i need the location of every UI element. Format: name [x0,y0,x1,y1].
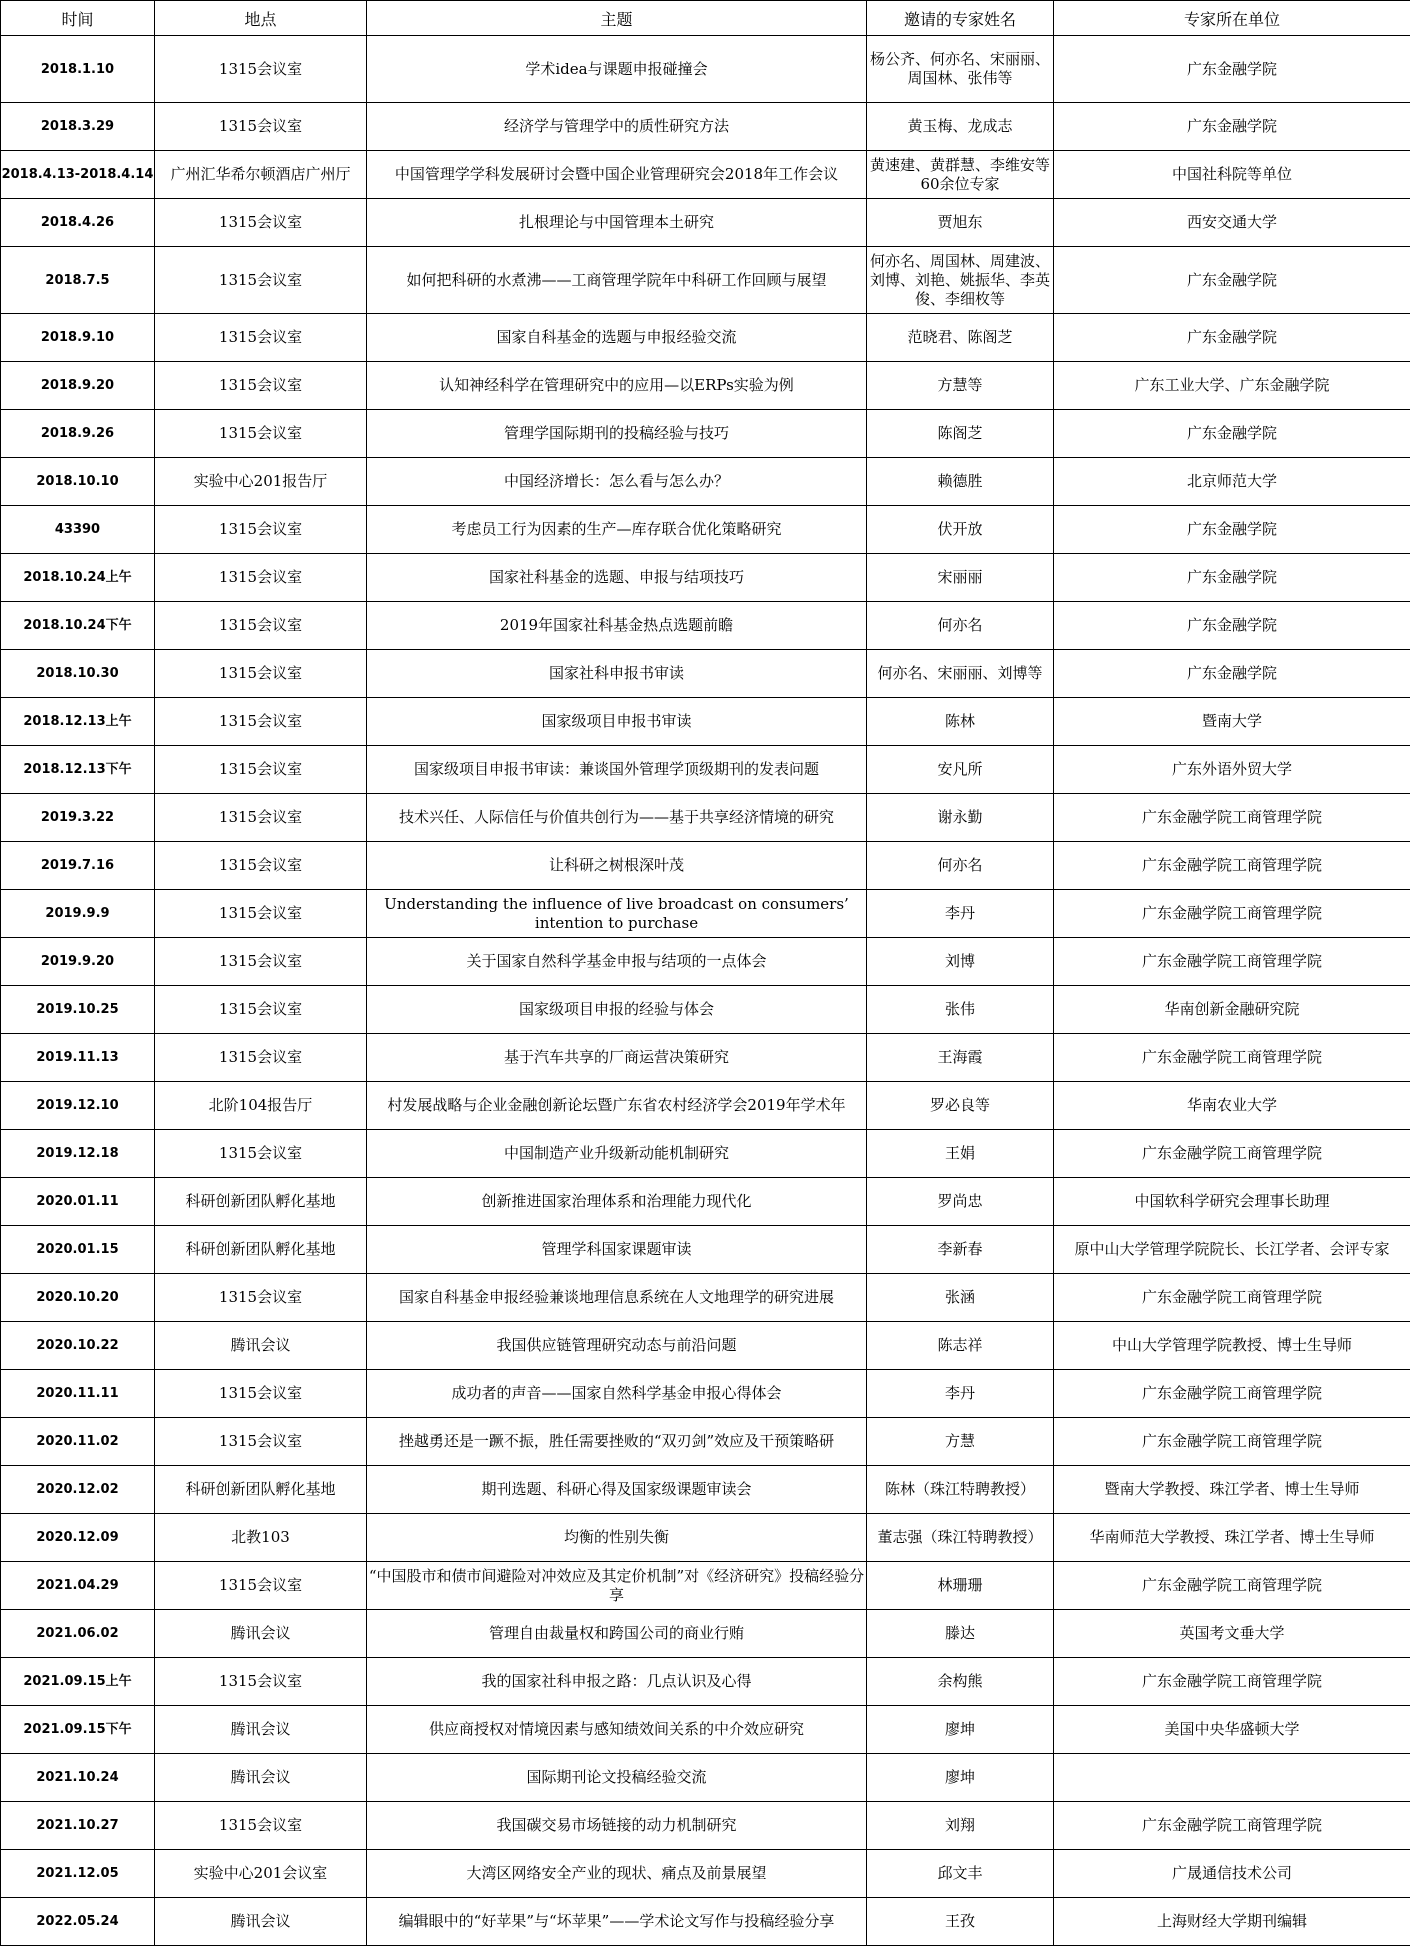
table-row [1,1322,1410,1370]
cell-place: 实验中心201会议室 [155,1850,367,1898]
cell-date: 2019.3.22 [1,794,155,842]
cell-date: 2018.10.30 [1,650,155,698]
cell-expert: 伏开放 [867,506,1054,554]
cell-expert: 邱文丰 [867,1850,1054,1898]
cell-unit: 广东金融学院工商管理学院 [1054,890,1410,938]
table-row [1,650,1410,698]
cell-date: 2019.7.16 [1,842,155,890]
cell-place: 1315会议室 [155,1274,367,1322]
cell-date: 2018.9.20 [1,362,155,410]
cell-unit: 中国社科院等单位 [1054,151,1410,199]
cell-topic: 国际期刊论文投稿经验交流 [367,1754,867,1802]
table-row [1,1610,1410,1658]
cell-topic: 村发展战略与企业金融创新论坛暨广东省农村经济学会2019年学术年 [367,1082,867,1130]
cell-place: 1315会议室 [155,1802,367,1850]
cell-expert: 李新春 [867,1226,1054,1274]
cell-place: 1315会议室 [155,938,367,986]
cell-unit: 广东金融学院 [1054,410,1410,458]
cell-unit: 暨南大学教授、珠江学者、博士生导师 [1054,1466,1410,1514]
cell-place: 1315会议室 [155,746,367,794]
cell-place: 北阶104报告厅 [155,1082,367,1130]
cell-date: 2018.12.13上午 [1,698,155,746]
cell-unit: 原中山大学管理学院院长、长江学者、会评专家 [1054,1226,1410,1274]
table-row [1,362,1410,410]
cell-topic: 中国制造产业升级新动能机制研究 [367,1130,867,1178]
cell-expert: 罗尚忠 [867,1178,1054,1226]
cell-place: 北教103 [155,1514,367,1562]
cell-date: 2018.10.24上午 [1,554,155,602]
cell-topic: 国家自科基金申报经验兼谈地理信息系统在人文地理学的研究进展 [367,1274,867,1322]
cell-expert: 滕达 [867,1610,1054,1658]
table-row [1,1274,1410,1322]
table-row [1,698,1410,746]
cell-date: 2018.10.10 [1,458,155,506]
cell-expert: 方慧等 [867,362,1054,410]
cell-date: 2020.01.15 [1,1226,155,1274]
cell-place: 1315会议室 [155,1370,367,1418]
header-date: 时间 [1,1,155,36]
table-row [1,1130,1410,1178]
cell-place: 科研创新团队孵化基地 [155,1178,367,1226]
cell-place: 1315会议室 [155,986,367,1034]
cell-place: 1315会议室 [155,247,367,314]
cell-topic: 经济学与管理学中的质性研究方法 [367,103,867,151]
cell-unit: 广东金融学院 [1054,103,1410,151]
cell-date: 2021.12.05 [1,1850,155,1898]
cell-topic: 中国经济增长：怎么看与怎么办？ [367,458,867,506]
cell-expert: 林珊珊 [867,1562,1054,1610]
cell-expert: 何亦名、宋丽丽、刘博等 [867,650,1054,698]
cell-unit [1054,1754,1410,1802]
cell-expert: 李丹 [867,1370,1054,1418]
cell-expert: 董志强（珠江特聘教授） [867,1514,1054,1562]
cell-topic: 认知神经科学在管理研究中的应用—以ERPs实验为例 [367,362,867,410]
table-body [1,36,1410,1946]
cell-date: 2021.09.15下午 [1,1706,155,1754]
cell-place: 1315会议室 [155,506,367,554]
cell-topic: Understanding the influence of live broadcast on consumers’ intention to purchase [367,890,867,938]
cell-topic: 国家社科申报书审读 [367,650,867,698]
cell-place: 1315会议室 [155,554,367,602]
cell-place: 1315会议室 [155,314,367,362]
cell-unit: 广东金融学院工商管理学院 [1054,938,1410,986]
cell-topic: 均衡的性别失衡 [367,1514,867,1562]
cell-topic: 2019年国家社科基金热点选题前瞻 [367,602,867,650]
cell-date: 2020.10.20 [1,1274,155,1322]
cell-topic: 挫越勇还是一蹶不振，胜任需要挫败的“双刃剑”效应及干预策略研 [367,1418,867,1466]
cell-date: 2021.10.27 [1,1802,155,1850]
cell-topic: 管理自由裁量权和跨国公司的商业行贿 [367,1610,867,1658]
header-unit: 专家所在单位 [1054,1,1410,36]
cell-unit: 广东金融学院工商管理学院 [1054,1034,1410,1082]
cell-date: 2021.09.15上午 [1,1658,155,1706]
cell-place: 1315会议室 [155,410,367,458]
cell-place: 腾讯会议 [155,1754,367,1802]
header-row [1,1,1410,36]
cell-unit: 广东金融学院 [1054,554,1410,602]
cell-unit: 暨南大学 [1054,698,1410,746]
cell-unit: 华南师范大学教授、珠江学者、博士生导师 [1054,1514,1410,1562]
cell-unit: 广东金融学院工商管理学院 [1054,794,1410,842]
cell-place: 1315会议室 [155,602,367,650]
table-row [1,1514,1410,1562]
cell-unit: 中山大学管理学院教授、博士生导师 [1054,1322,1410,1370]
cell-place: 科研创新团队孵化基地 [155,1466,367,1514]
cell-date: 2019.12.18 [1,1130,155,1178]
cell-topic: 考虑员工行为因素的生产—库存联合优化策略研究 [367,506,867,554]
table-row [1,314,1410,362]
cell-place: 腾讯会议 [155,1898,367,1946]
cell-topic: 创新推进国家治理体系和治理能力现代化 [367,1178,867,1226]
cell-date: 2020.12.09 [1,1514,155,1562]
cell-topic: 期刊选题、科研心得及国家级课题审读会 [367,1466,867,1514]
cell-date: 2018.9.10 [1,314,155,362]
cell-place: 1315会议室 [155,1658,367,1706]
table-row [1,1418,1410,1466]
cell-unit: 广东金融学院工商管理学院 [1054,1658,1410,1706]
cell-unit: 西安交通大学 [1054,199,1410,247]
cell-topic: 编辑眼中的“好苹果”与“坏苹果”——学术论文写作与投稿经验分享 [367,1898,867,1946]
cell-expert: 何亦名 [867,602,1054,650]
cell-topic: 国家级项目申报书审读 [367,698,867,746]
cell-unit: 英国考文垂大学 [1054,1610,1410,1658]
cell-topic: 扎根理论与中国管理本土研究 [367,199,867,247]
cell-unit: 华南创新金融研究院 [1054,986,1410,1034]
cell-place: 1315会议室 [155,1562,367,1610]
cell-unit: 广东金融学院工商管理学院 [1054,1274,1410,1322]
cell-topic: 国家社科基金的选题、申报与结项技巧 [367,554,867,602]
cell-topic: 学术idea与课题申报碰撞会 [367,36,867,103]
cell-expert: 张伟 [867,986,1054,1034]
cell-unit: 上海财经大学期刊编辑 [1054,1898,1410,1946]
table-row [1,554,1410,602]
cell-place: 实验中心201报告厅 [155,458,367,506]
table-row [1,506,1410,554]
cell-topic: 我的国家社科申报之路：几点认识及心得 [367,1658,867,1706]
cell-date: 43390 [1,506,155,554]
table-row [1,1802,1410,1850]
cell-unit: 广东金融学院 [1054,506,1410,554]
cell-topic: 大湾区网络安全产业的现状、痛点及前景展望 [367,1850,867,1898]
header-topic: 主题 [367,1,867,36]
cell-unit: 广东金融学院 [1054,247,1410,314]
cell-expert: 黄玉梅、龙成志 [867,103,1054,151]
cell-date: 2018.4.13-2018.4.14 [1,151,155,199]
table-row [1,1226,1410,1274]
cell-unit: 广东金融学院工商管理学院 [1054,1562,1410,1610]
table-row [1,1898,1410,1946]
cell-topic: 我国碳交易市场链接的动力机制研究 [367,1802,867,1850]
cell-unit: 广晟通信技术公司 [1054,1850,1410,1898]
cell-place: 1315会议室 [155,1418,367,1466]
cell-expert: 王海霞 [867,1034,1054,1082]
cell-place: 1315会议室 [155,890,367,938]
cell-unit: 美国中央华盛顿大学 [1054,1706,1410,1754]
table-row [1,1562,1410,1610]
cell-unit: 广东金融学院工商管理学院 [1054,1418,1410,1466]
table-row [1,1082,1410,1130]
table-row [1,1034,1410,1082]
table-row [1,794,1410,842]
cell-date: 2022.05.24 [1,1898,155,1946]
cell-place: 腾讯会议 [155,1610,367,1658]
cell-topic: 中国管理学学科发展研讨会暨中国企业管理研究会2018年工作会议 [367,151,867,199]
cell-date: 2018.7.5 [1,247,155,314]
cell-unit: 广东金融学院 [1054,314,1410,362]
table-row [1,986,1410,1034]
cell-expert: 张涵 [867,1274,1054,1322]
cell-expert: 王娟 [867,1130,1054,1178]
cell-date: 2020.11.11 [1,1370,155,1418]
cell-unit: 广东金融学院 [1054,650,1410,698]
cell-place: 1315会议室 [155,36,367,103]
cell-date: 2018.10.24下午 [1,602,155,650]
cell-date: 2020.11.02 [1,1418,155,1466]
cell-unit: 广东金融学院 [1054,36,1410,103]
cell-place: 广州汇华希尔顿酒店广州厅 [155,151,367,199]
cell-place: 1315会议室 [155,650,367,698]
cell-expert: 赖德胜 [867,458,1054,506]
table-row [1,458,1410,506]
cell-expert: 谢永勤 [867,794,1054,842]
cell-date: 2018.4.26 [1,199,155,247]
cell-expert: 范晓君、陈阁芝 [867,314,1054,362]
cell-place: 1315会议室 [155,842,367,890]
table-row [1,103,1410,151]
cell-topic: 供应商授权对情境因素与感知绩效间关系的中介效应研究 [367,1706,867,1754]
cell-date: 2020.12.02 [1,1466,155,1514]
cell-expert: 廖坤 [867,1754,1054,1802]
cell-unit: 广东金融学院工商管理学院 [1054,1802,1410,1850]
cell-expert: 廖坤 [867,1706,1054,1754]
cell-expert: 何亦名 [867,842,1054,890]
table-row [1,199,1410,247]
cell-expert: 刘翔 [867,1802,1054,1850]
cell-expert: 宋丽丽 [867,554,1054,602]
cell-date: 2020.10.22 [1,1322,155,1370]
cell-expert: 陈林 [867,698,1054,746]
cell-place: 科研创新团队孵化基地 [155,1226,367,1274]
header-expert: 邀请的专家姓名 [867,1,1054,36]
table-row [1,1370,1410,1418]
table-row [1,842,1410,890]
cell-expert: 罗必良等 [867,1082,1054,1130]
table-row [1,1178,1410,1226]
cell-date: 2019.9.9 [1,890,155,938]
cell-topic: 我国供应链管理研究动态与前沿问题 [367,1322,867,1370]
header-place: 地点 [155,1,367,36]
cell-date: 2018.3.29 [1,103,155,151]
cell-topic: 关于国家自然科学基金申报与结项的一点体会 [367,938,867,986]
cell-place: 1315会议室 [155,1034,367,1082]
cell-expert: 贾旭东 [867,199,1054,247]
cell-date: 2018.1.10 [1,36,155,103]
cell-date: 2021.06.02 [1,1610,155,1658]
cell-unit: 华南农业大学 [1054,1082,1410,1130]
cell-topic: “中国股市和债市间避险对冲效应及其定价机制”对《经济研究》投稿经验分享 [367,1562,867,1610]
cell-expert: 何亦名、周国林、周建波、刘博、刘艳、姚振华、李英俊、李细枚等 [867,247,1054,314]
cell-unit: 广东金融学院工商管理学院 [1054,842,1410,890]
table-row [1,602,1410,650]
cell-date: 2021.04.29 [1,1562,155,1610]
cell-date: 2021.10.24 [1,1754,155,1802]
cell-place: 1315会议室 [155,199,367,247]
table-row [1,1466,1410,1514]
cell-unit: 北京师范大学 [1054,458,1410,506]
cell-unit: 广东外语外贸大学 [1054,746,1410,794]
table-row [1,1850,1410,1898]
cell-topic: 国家级项目申报书审读：兼谈国外管理学顶级期刊的发表问题 [367,746,867,794]
cell-date: 2019.9.20 [1,938,155,986]
cell-place: 1315会议室 [155,362,367,410]
table-row [1,1706,1410,1754]
cell-unit: 广东金融学院工商管理学院 [1054,1370,1410,1418]
table-row [1,1658,1410,1706]
cell-topic: 基于汽车共享的厂商运营决策研究 [367,1034,867,1082]
table-row [1,1754,1410,1802]
table-row [1,746,1410,794]
cell-date: 2018.9.26 [1,410,155,458]
cell-expert: 安凡所 [867,746,1054,794]
cell-place: 1315会议室 [155,794,367,842]
cell-topic: 管理学科国家课题审读 [367,1226,867,1274]
table-row [1,247,1410,314]
cell-expert: 王孜 [867,1898,1054,1946]
cell-unit: 广东金融学院 [1054,602,1410,650]
cell-expert: 刘博 [867,938,1054,986]
cell-expert: 余构熊 [867,1658,1054,1706]
cell-topic: 国家自科基金的选题与申报经验交流 [367,314,867,362]
table-row [1,938,1410,986]
cell-topic: 如何把科研的水煮沸——工商管理学院年中科研工作回顾与展望 [367,247,867,314]
cell-date: 2018.12.13下午 [1,746,155,794]
cell-place: 1315会议室 [155,1130,367,1178]
cell-unit: 广东工业大学、广东金融学院 [1054,362,1410,410]
cell-topic: 让科研之树根深叶茂 [367,842,867,890]
cell-topic: 国家级项目申报的经验与体会 [367,986,867,1034]
cell-expert: 陈志祥 [867,1322,1054,1370]
cell-place: 1315会议室 [155,103,367,151]
cell-date: 2019.12.10 [1,1082,155,1130]
cell-place: 腾讯会议 [155,1322,367,1370]
table-row [1,151,1410,199]
cell-date: 2020.01.11 [1,1178,155,1226]
cell-expert: 陈林（珠江特聘教授） [867,1466,1054,1514]
cell-date: 2019.11.13 [1,1034,155,1082]
table-row [1,890,1410,938]
cell-place: 腾讯会议 [155,1706,367,1754]
cell-expert: 陈阁芝 [867,410,1054,458]
cell-unit: 广东金融学院工商管理学院 [1054,1130,1410,1178]
cell-expert: 方慧 [867,1418,1054,1466]
cell-expert: 杨公齐、何亦名、宋丽丽、周国林、张伟等 [867,36,1054,103]
cell-topic: 技术兴任、人际信任与价值共创行为——基于共享经济情境的研究 [367,794,867,842]
cell-place: 1315会议室 [155,698,367,746]
cell-expert: 黄速建、黄群慧、李维安等60余位专家 [867,151,1054,199]
cell-date: 2019.10.25 [1,986,155,1034]
cell-expert: 李丹 [867,890,1054,938]
cell-topic: 管理学国际期刊的投稿经验与技巧 [367,410,867,458]
cell-unit: 中国软科学研究会理事长助理 [1054,1178,1410,1226]
table-row [1,36,1410,103]
table-row [1,410,1410,458]
cell-topic: 成功者的声音——国家自然科学基金申报心得体会 [367,1370,867,1418]
